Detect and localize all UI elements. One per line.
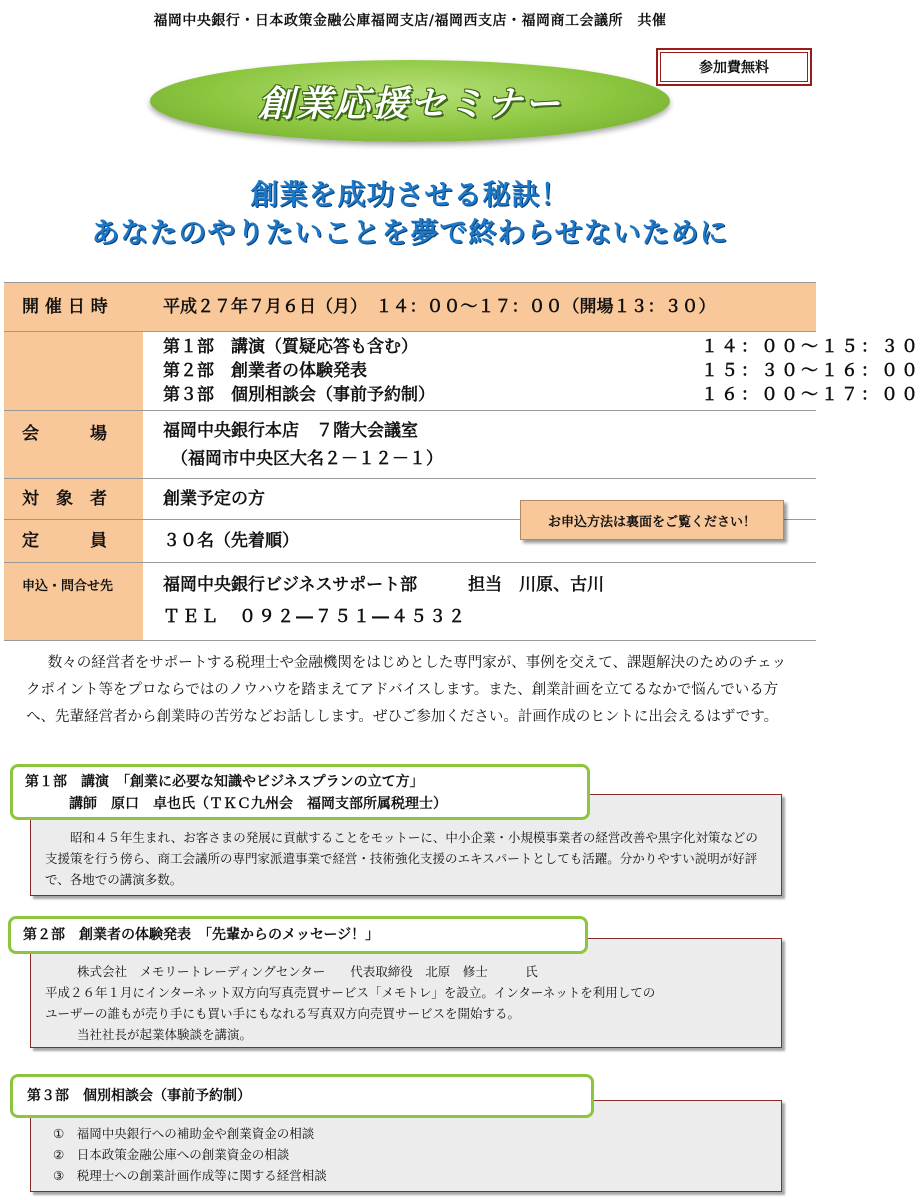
intro-paragraph [26, 650, 796, 731]
part3-item-1: ① 福岡中央銀行への補助金や創業資金の相談 [53, 1126, 315, 1141]
target-value: 創業予定の方 [163, 489, 265, 509]
part3-item-2: ② 日本政策金融公庫への創業資金の相談 [53, 1147, 290, 1162]
application-note: お申込方法は裏面をご覧ください！ [520, 500, 784, 540]
row-date [4, 283, 816, 332]
part2-desc-2: ユーザーの誰もが売り手にも買い手にもなれる写真双方向売買サービスを開始する。 [45, 1006, 521, 1021]
part1-title: 第１部 講演 「創業に必要な知識やビジネスプランの立て方」 [25, 774, 424, 790]
headline-1: 創業を成功させる秘訣！ [250, 178, 570, 211]
contact-phone: ＴＥＬ ０９２―７５１―４５３２ [163, 607, 467, 627]
part2-desc-1: 平成２６年１月にインターネット双方向写真売買サービス「メモトレ」を設立。インターネットを利用しての [45, 985, 656, 1000]
program-item-3 [163, 383, 921, 407]
part2-detail-box [30, 938, 782, 1048]
program-time: １５：３０～１６：００ [701, 361, 921, 381]
program-time: １６：００～１７：００ [701, 385, 921, 405]
part1-speaker: 講師 原口 卓也氏（ＴＫＣ九州会 福岡支部所属税理士） [69, 796, 447, 812]
part2-header-box: 第２部 創業者の体験発表 「先輩からのメッセージ！」 [8, 916, 588, 954]
row-venue [4, 411, 816, 479]
fee-label: 参加費無料 [660, 52, 808, 82]
date-label: 開 催 日 時 [4, 283, 143, 332]
part3-header-box: 第３部 個別相談会（事前予約制） [10, 1074, 594, 1118]
program-list [143, 335, 921, 407]
intro-text: 数々の経営者をサポートする税理士や金融機関をはじめとした専門家が、事例を交えて、課題解決のためのチェックポイント等をプロならではのノウハウを踏まえてアドバイスします。また、創業計画を立てるなかで悩んでいる方へ、先輩経営者から創業時の苦労などお話しします。ぜひご参加ください。計画作成のヒントに出会えるはずです。 [26, 655, 787, 725]
headline-2: あなたのやりたいことを夢で終わらせないために [91, 216, 729, 249]
part1-header-box [10, 764, 590, 820]
row-contact [4, 563, 816, 641]
capacity-label: 定 員 [4, 520, 143, 563]
contact-label: 申込・問合せ先 [4, 563, 143, 641]
part1-bio: 昭和４５年生まれ、お客さまの発展に貢献することをモットーに、中小企業・小規模事業者の経営改善や黒字化対策などの支援策を行う傍ら、商工会議所の専門家派遣事業で経営・技術強化支援のエキスパートとしても活躍。分かりやすい説明が好評で、各地での講演多数。 [45, 830, 758, 887]
part3-item-3: ③ 税理士への創業計画作成等に関する経営相談 [53, 1168, 327, 1183]
venue-name: 福岡中央銀行本店 ７階大会議室 [163, 421, 418, 441]
program-time: １４：００～１５：３０ [701, 337, 921, 357]
target-label: 対 象 者 [4, 479, 143, 520]
program-item-1 [163, 335, 921, 359]
row-program [4, 332, 816, 411]
program-item-2 [163, 359, 921, 383]
part2-desc-3: 当社社長が起業体験談を講演。 [77, 1027, 253, 1042]
organizers-line: 福岡中央銀行・日本政策金融公庫福岡支店/福岡西支店・福岡商工会議所 共催 [153, 13, 667, 29]
program-part: 第３部 個別相談会（事前予約制） [163, 385, 435, 405]
date-value: 平成２７年７月６日（月） １４：００～１７：００（開場１３：３０） [163, 297, 716, 317]
seminar-title: 創業応援セミナー [257, 83, 562, 125]
capacity-value: ３０名（先着順） [163, 531, 299, 551]
event-info-table [4, 282, 921, 641]
contact-name: 福岡中央銀行ビジネスサポート部 担当 川原、古川 [163, 575, 605, 595]
venue-address: （福岡市中央区大名２－１２－１） [171, 449, 443, 469]
program-part: 第１部 講演（質疑応答も含む） [163, 337, 418, 357]
venue-label: 会 場 [4, 411, 143, 479]
seminar-title-banner [150, 60, 670, 142]
free-admission-badge [656, 48, 812, 86]
program-part: 第２部 創業者の体験発表 [163, 361, 367, 381]
part2-presenter: 株式会社 メモリートレーディングセンター 代表取締役 北原 修士 氏 [77, 964, 538, 979]
